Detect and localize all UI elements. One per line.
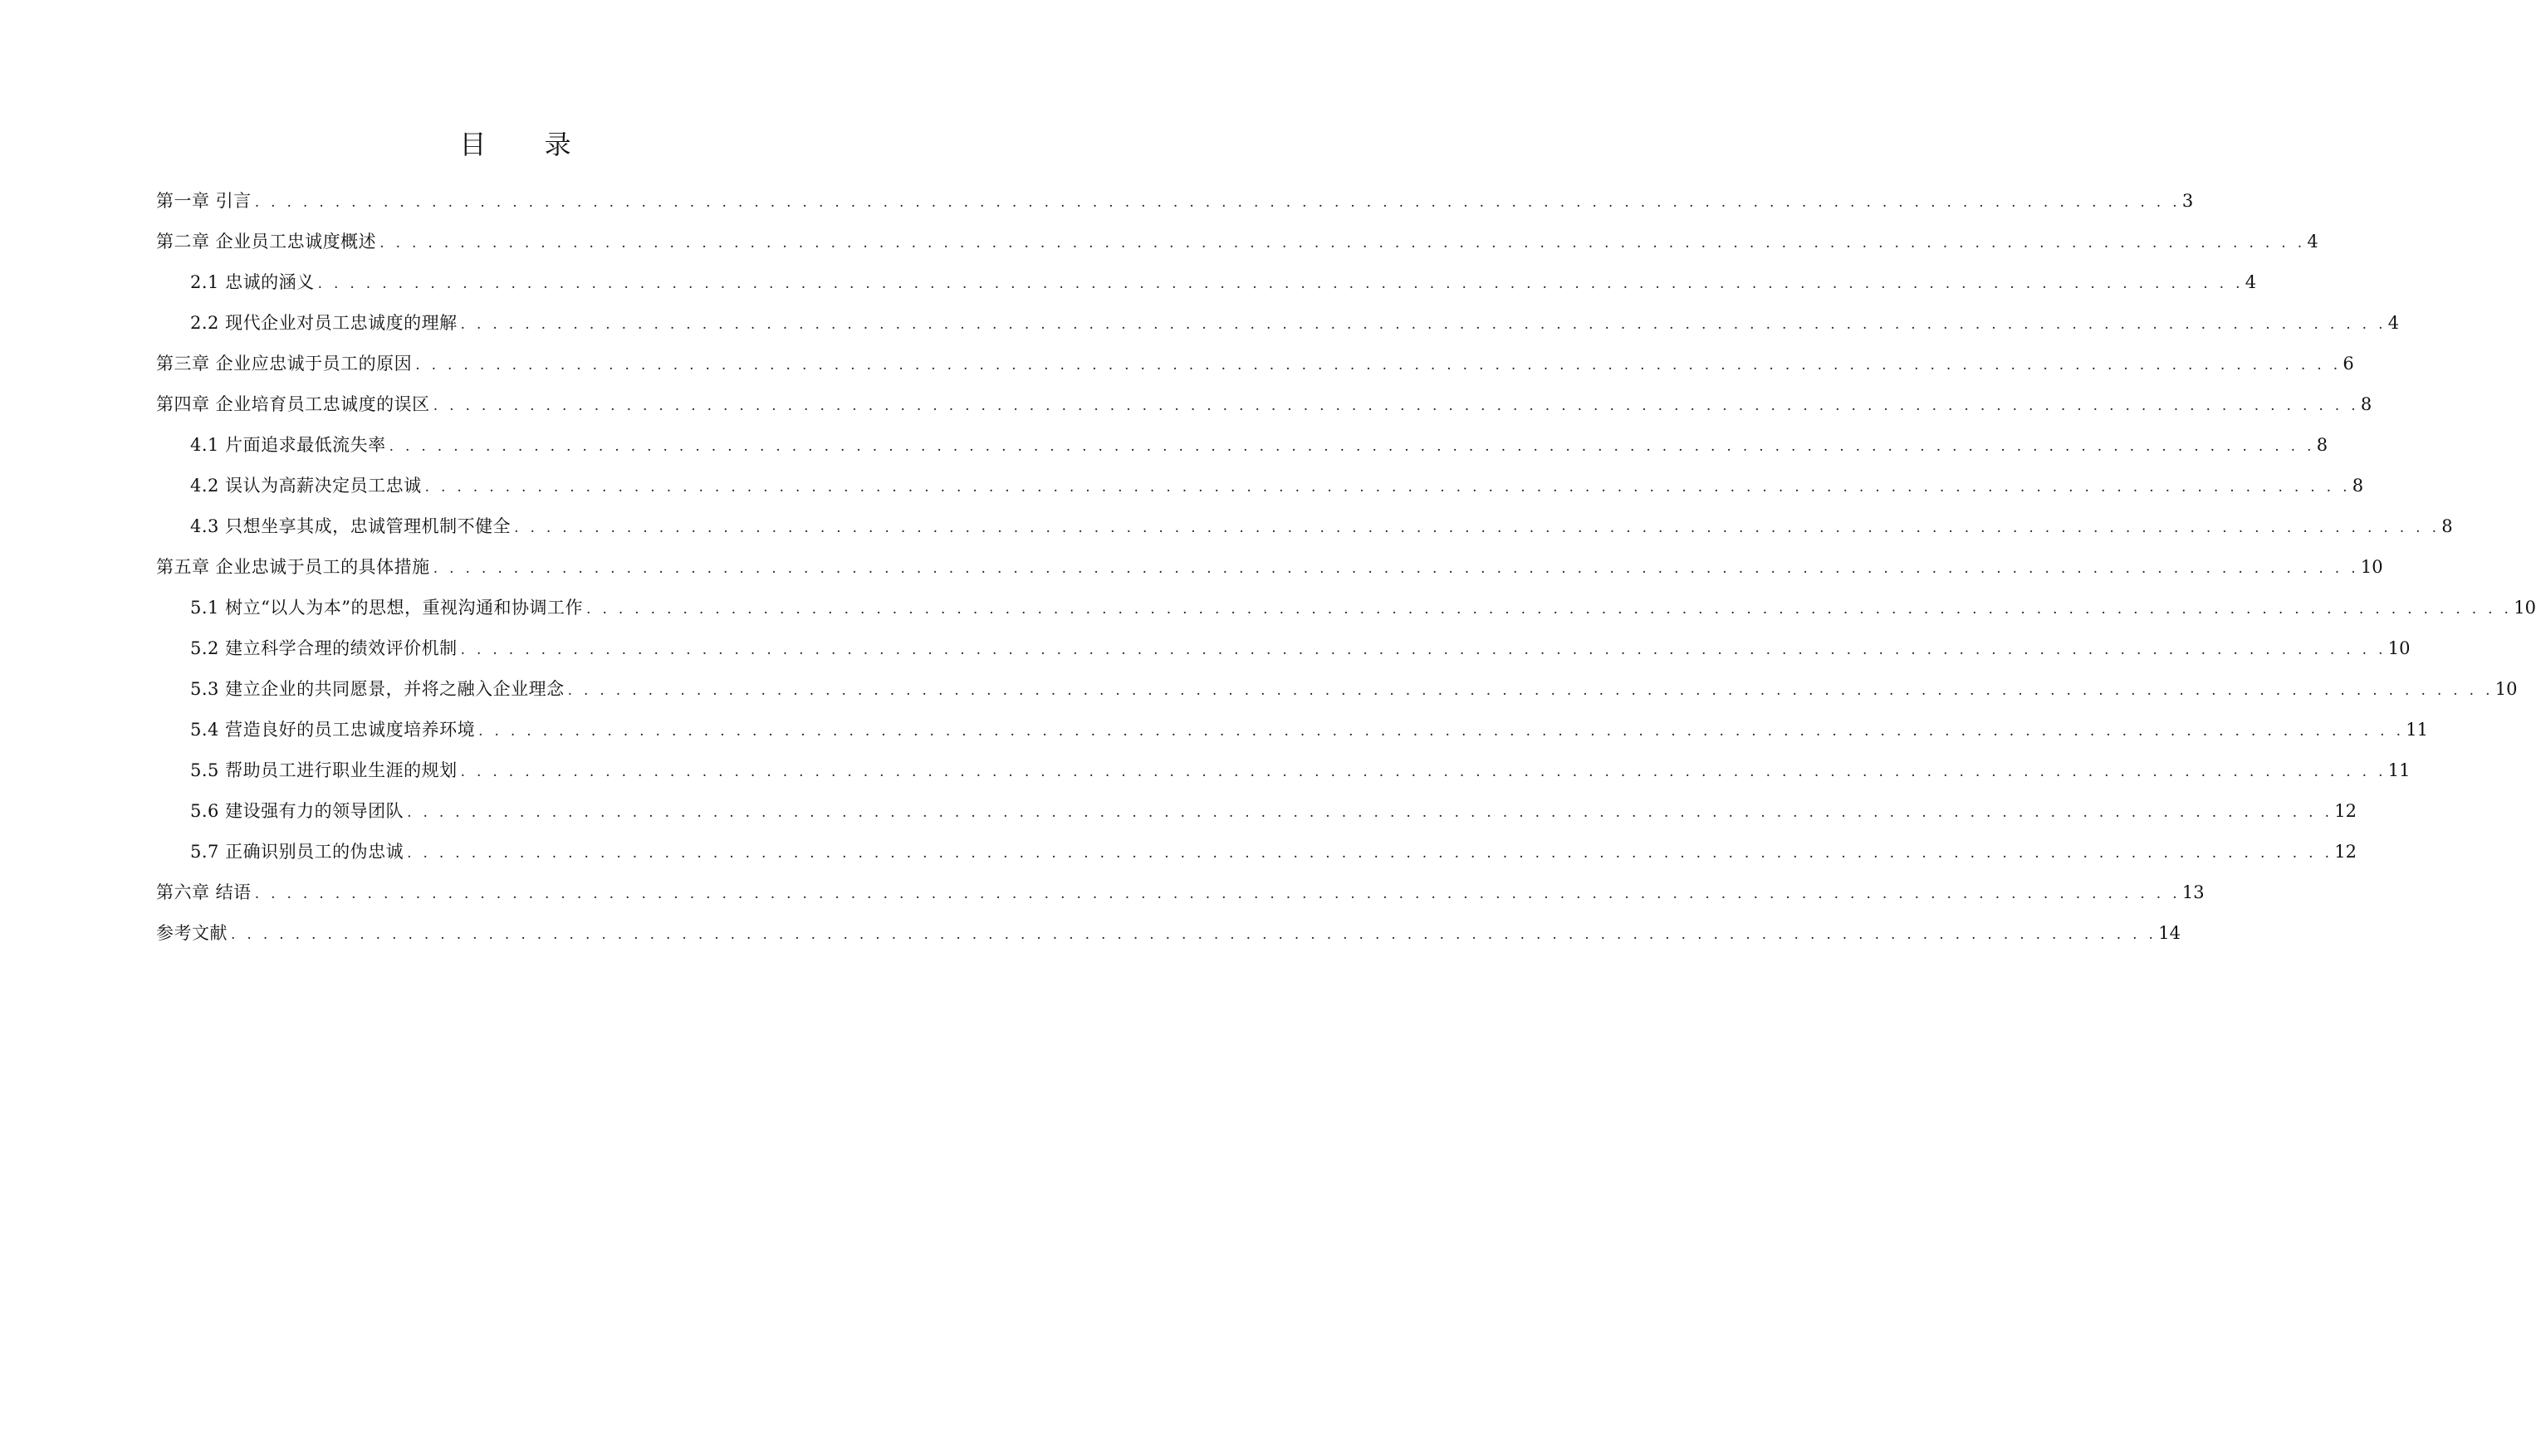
toc-entry[interactable] <box>156 632 2411 672</box>
toc-entry[interactable] <box>156 876 2205 916</box>
toc-entry[interactable] <box>156 510 2453 550</box>
toc-entry-page-number: 4 <box>2307 232 2318 252</box>
toc-entry-label: 第四章 企业培育员工忠诚度的误区 <box>156 394 430 414</box>
toc-entry-label: 第一章 引言 <box>156 191 252 211</box>
toc-entry-label: 第五章 企业忠诚于员工的具体措施 <box>156 557 430 577</box>
toc-entry-page-number: 4 <box>2387 313 2400 333</box>
toc-dot-leader: . . . . . . . . . . . . . . . . . . . . . . . . . . . . . . . . . . . . . . . . . . . . . . . . . . . . . . . . . . . . . . . . . . . . . . . . . . . . . . . . . . . . . . . . . . . . . . . . . . . . . . . . . . . . . . . . . . . . . . . . <box>379 235 2306 252</box>
toc-entry-label: 第二章 企业员工忠诚度概述 <box>156 232 377 252</box>
toc-entry-page-number: 8 <box>2316 435 2328 455</box>
toc-entry-page-number: 10 <box>2360 557 2383 577</box>
toc-entry-page-number: 10 <box>2494 679 2518 699</box>
toc-entry-label: 5.3 建立企业的共同愿景，并将之融入企业理念 <box>190 679 565 699</box>
toc-entry-page-number: 11 <box>2387 760 2411 780</box>
toc-entry-label: 5.2 建立科学合理的绩效评价机制 <box>190 638 458 658</box>
toc-entry[interactable] <box>156 672 2518 713</box>
toc-dot-leader: . . . . . . . . . . . . . . . . . . . . . . . . . . . . . . . . . . . . . . . . . . . . . . . . . . . . . . . . . . . . . . . . . . . . . . . . . . . . . . . . . . . . . . . . . . . . . . . . . . . . . . . . . . . . . . . . . . . . . . . . <box>407 804 2333 821</box>
toc-entry-page-number: 6 <box>2343 354 2354 374</box>
toc-dot-leader: . . . . . . . . . . . . . . . . . . . . . . . . . . . . . . . . . . . . . . . . . . . . . . . . . . . . . . . . . . . . . . . . . . . . . . . . . . . . . . . . . . . . . . . . . . . . . . . . . . . . . . . . . . . . . . . . . . . . . . . . <box>389 438 2315 455</box>
toc-dot-leader: . . . . . . . . . . . . . . . . . . . . . . . . . . . . . . . . . . . . . . . . . . . . . . . . . . . . . . . . . . . . . . . . . . . . . . . . . . . . . . . . . . . . . . . . . . . . . . . . . . . . . . . . . . . . . . . . . . . . . . . . <box>433 398 2359 414</box>
toc-entry-label: 5.7 正确识别员工的伪忠诚 <box>190 842 404 862</box>
toc-entry[interactable] <box>156 469 2364 510</box>
toc-entry-label: 5.1 树立“以人为本”的思想，重视沟通和协调工作 <box>190 598 584 618</box>
toc-entry[interactable] <box>156 306 2400 347</box>
toc-dot-leader: . . . . . . . . . . . . . . . . . . . . . . . . . . . . . . . . . . . . . . . . . . . . . . . . . . . . . . . . . . . . . . . . . . . . . . . . . . . . . . . . . . . . . . . . . . . . . . . . . . . . . . . . . . . . . . . . . . . . . . . . <box>478 723 2405 740</box>
toc-dot-leader: . . . . . . . . . . . . . . . . . . . . . . . . . . . . . . . . . . . . . . . . . . . . . . . . . . . . . . . . . . . . . . . . . . . . . . . . . . . . . . . . . . . . . . . . . . . . . . . . . . . . . . . . . . . . . . . . . . . . . . . . <box>424 479 2351 496</box>
toc-entry[interactable] <box>156 184 2194 225</box>
toc-entry-page-number: 14 <box>2158 923 2181 943</box>
toc-entry-page-number: 13 <box>2181 882 2205 902</box>
toc-entry-label: 4.3 只想坐享其成，忠诚管理机制不健全 <box>190 516 512 536</box>
toc-entry[interactable] <box>156 754 2411 794</box>
toc-entry-page-number: 10 <box>2387 638 2411 658</box>
toc-entry-page-number: 12 <box>2334 801 2357 821</box>
toc-dot-leader: . . . . . . . . . . . . . . . . . . . . . . . . . . . . . . . . . . . . . . . . . . . . . . . . . . . . . . . . . . . . . . . . . . . . . . . . . . . . . . . . . . . . . . . . . . . . . . . . . . . . . . . . . . . . . . . . . . . . . . . . <box>460 764 2387 780</box>
toc-entry-label: 参考文献 <box>156 923 228 943</box>
toc-entry-label: 2.2 现代企业对员工忠诚度的理解 <box>190 313 458 333</box>
toc-dot-leader: . . . . . . . . . . . . . . . . . . . . . . . . . . . . . . . . . . . . . . . . . . . . . . . . . . . . . . . . . . . . . . . . . . . . . . . . . . . . . . . . . . . . . . . . . . . . . . . . . . . . . . . . . . . . . . . . . . . . . . . . <box>231 926 2157 943</box>
toc-entry-page-number: 10 <box>2514 598 2536 618</box>
page-title: 目 录 <box>459 129 596 160</box>
toc-entry[interactable] <box>156 266 2257 306</box>
toc-entry-label: 5.4 营造良好的员工忠诚度培养环境 <box>190 720 476 740</box>
toc-entry[interactable] <box>156 916 2181 957</box>
toc-entry-page-number: 8 <box>2352 476 2364 496</box>
toc-dot-leader: . . . . . . . . . . . . . . . . . . . . . . . . . . . . . . . . . . . . . . . . . . . . . . . . . . . . . . . . . . . . . . . . . . . . . . . . . . . . . . . . . . . . . . . . . . . . . . . . . . . . . . . . . . . . . . . . . . . . . . . . <box>407 845 2333 862</box>
toc-entry-label: 第三章 企业应忠诚于员工的原因 <box>156 354 413 374</box>
toc-entry-label: 4.1 片面追求最低流失率 <box>190 435 386 455</box>
toc-entry[interactable] <box>156 794 2357 835</box>
toc-entry-page-number: 11 <box>2406 720 2429 740</box>
toc-entry[interactable] <box>156 591 2536 632</box>
toc-entry-page-number: 8 <box>2360 394 2372 414</box>
toc-entry-label: 2.1 忠诚的涵义 <box>190 272 315 292</box>
toc-entry[interactable] <box>156 550 2383 591</box>
toc-dot-leader: . . . . . . . . . . . . . . . . . . . . . . . . . . . . . . . . . . . . . . . . . . . . . . . . . . . . . . . . . . . . . . . . . . . . . . . . . . . . . . . . . . . . . . . . . . . . . . . . . . . . . . . . . . . . . . . . . . . . . . . . <box>567 682 2494 699</box>
toc-dot-leader: . . . . . . . . . . . . . . . . . . . . . . . . . . . . . . . . . . . . . . . . . . . . . . . . . . . . . . . . . . . . . . . . . . . . . . . . . . . . . . . . . . . . . . . . . . . . . . . . . . . . . . . . . . . . . . . . . . . . . . . . <box>415 357 2342 374</box>
toc-entry-label: 5.6 建设强有力的领导团队 <box>190 801 404 821</box>
toc-dot-leader: . . . . . . . . . . . . . . . . . . . . . . . . . . . . . . . . . . . . . . . . . . . . . . . . . . . . . . . . . . . . . . . . . . . . . . . . . . . . . . . . . . . . . . . . . . . . . . . . . . . . . . . . . . . . . . . . . . . . . . . . <box>460 316 2387 333</box>
toc-entry[interactable] <box>156 347 2354 388</box>
toc-entry-label: 5.5 帮助员工进行职业生涯的规划 <box>190 760 458 780</box>
toc-dot-leader: . . . . . . . . . . . . . . . . . . . . . . . . . . . . . . . . . . . . . . . . . . . . . . . . . . . . . . . . . . . . . . . . . . . . . . . . . . . . . . . . . . . . . . . . . . . . . . . . . . . . . . . . . . . . . . . . . . . . . . . . <box>254 886 2181 902</box>
toc-entry[interactable] <box>156 428 2328 469</box>
toc-dot-leader: . . . . . . . . . . . . . . . . . . . . . . . . . . . . . . . . . . . . . . . . . . . . . . . . . . . . . . . . . . . . . . . . . . . . . . . . . . . . . . . . . . . . . . . . . . . . . . . . . . . . . . . . . . . . . . . . . . . . . . . . <box>514 520 2441 536</box>
toc-entry[interactable] <box>156 835 2357 876</box>
toc-entry-page-number: 8 <box>2441 516 2453 536</box>
toc-dot-leader: . . . . . . . . . . . . . . . . . . . . . . . . . . . . . . . . . . . . . . . . . . . . . . . . . . . . . . . . . . . . . . . . . . . . . . . . . . . . . . . . . . . . . . . . . . . . . . . . . . . . . . . . . . . . . . . . . . . . . . . . <box>433 560 2359 577</box>
toc-dot-leader: . . . . . . . . . . . . . . . . . . . . . . . . . . . . . . . . . . . . . . . . . . . . . . . . . . . . . . . . . . . . . . . . . . . . . . . . . . . . . . . . . . . . . . . . . . . . . . . . . . . . . . . . . . . . . . . . . . . . . . . . <box>460 642 2387 658</box>
toc-entry[interactable] <box>156 225 2318 266</box>
toc-entry-page-number: 4 <box>2245 272 2257 292</box>
toc-dot-leader: . . . . . . . . . . . . . . . . . . . . . . . . . . . . . . . . . . . . . . . . . . . . . . . . . . . . . . . . . . . . . . . . . . . . . . . . . . . . . . . . . . . . . . . . . . . . . . . . . . . . . . . . . . . . . . . . . . . . . . . . <box>254 194 2181 211</box>
toc-entry-page-number: 3 <box>2181 191 2194 211</box>
toc-entry-label: 第六章 结语 <box>156 882 252 902</box>
toc-dot-leader: . . . . . . . . . . . . . . . . . . . . . . . . . . . . . . . . . . . . . . . . . . . . . . . . . . . . . . . . . . . . . . . . . . . . . . . . . . . . . . . . . . . . . . . . . . . . . . . . . . . . . . . . . . . . . . . . . . . . . . . . <box>317 276 2244 292</box>
table-of-contents <box>156 184 2536 957</box>
toc-entry[interactable] <box>156 388 2372 428</box>
toc-dot-leader: . . . . . . . . . . . . . . . . . . . . . . . . . . . . . . . . . . . . . . . . . . . . . . . . . . . . . . . . . . . . . . . . . . . . . . . . . . . . . . . . . . . . . . . . . . . . . . . . . . . . . . . . . . . . . . . . . . . . . . . . <box>586 601 2513 618</box>
toc-entry[interactable] <box>156 713 2429 754</box>
toc-entry-label: 4.2 误认为高薪决定员工忠诚 <box>190 476 422 496</box>
toc-entry-page-number: 12 <box>2334 842 2357 862</box>
